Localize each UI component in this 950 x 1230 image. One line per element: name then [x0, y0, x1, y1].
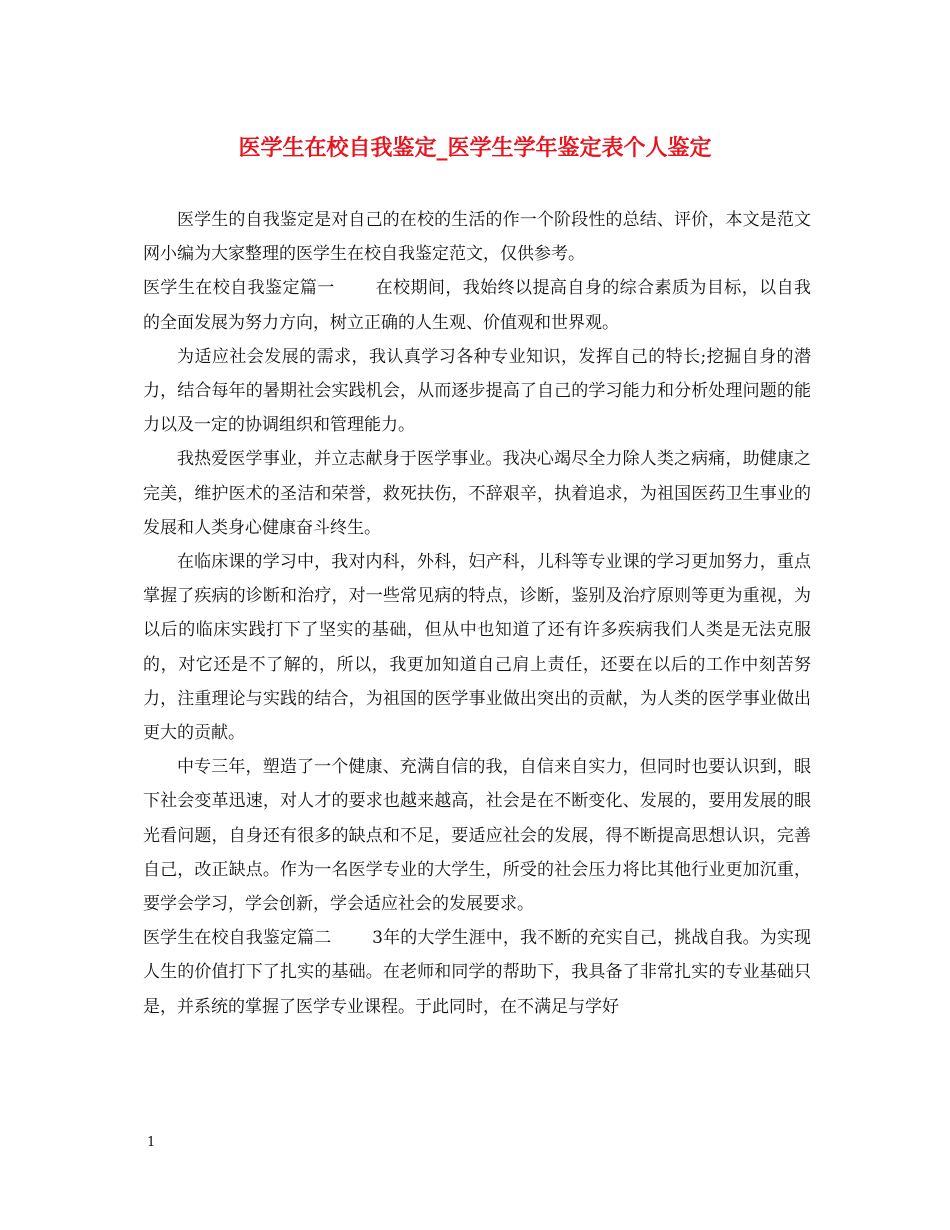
section-one-paragraph [143, 271, 811, 339]
intro-paragraph: 医学生的自我鉴定是对自己的在校的生活的作一个阶段性的总结、评价，本文是范文网小编为大家整理的医学生在校自我鉴定范文，仅供参考。 [143, 210, 811, 265]
body-paragraph-clinical-study: 在临床课的学习中，我对内科，外科，妇产科，儿科等专业课的学习更加努力，重点掌握了疾病的诊断和治疗，对一些常见病的特点，诊断，鉴别及治疗原则等更为重视，为以后的临床实践打下了坚实的基础，但从中也知道了还有许多疾病我们人类是无法克服的，对它还是不了解的，所以，我更加知道自己肩上责任，还要在以后的工作中刻苦努力，注重理论与实践的结合，为祖国的医学事业做出突出的贡献，为人类的医学事业做出更大的贡献。 [143, 552, 811, 744]
section-one-lead-text: 在校期间，我始终以提高自身的综合素质为目标，以自我的全面发展为努力方向，树立正确的人生观、价值观和世界观。 [143, 278, 812, 333]
document-body [143, 203, 811, 1024]
body-paragraph-medical-career: 我热爱医学事业，并立志献身于医学事业。我决心竭尽全力除人类之病痛，助健康之完美，维护医术的圣洁和荣誉，救死扶伤，不辞艰辛，执着追求，为祖国医药卫生事业的发展和人类身心健康奋斗终生。 [143, 449, 811, 538]
section-one-heading: 医学生在校自我鉴定篇一 [143, 278, 335, 299]
page-title: 医学生在校自我鉴定_医学生学年鉴定表个人鉴定 [238, 135, 712, 161]
section-two-heading: 医学生在校自我鉴定篇二 [143, 928, 332, 949]
page-number: 1 [147, 1135, 156, 1150]
body-paragraph-three-years: 中专三年，塑造了一个健康、充满自信的我，自信来自实力，但同时也要认识到，眼下社会变革迅速，对人才的要求也越来越高，社会是在不断变化、发展的，要用发展的眼光看问题，自身还有很多的缺点和不足，要适应社会的发展，得不断提高思想认识，完善自己，改正缺点。作为一名医学专业的大学生，所受的社会压力将比其他行业更加沉重，要学会学习，学会创新，学会适应社会的发展要求。 [143, 757, 811, 915]
section-two-lead-text: 3年的大学生涯中，我不断的充实自己，挑战自我。为实现人生的价值打下了扎实的基础。在老师和同学的帮助下，我具备了非常扎实的专业基础只是，并系统的掌握了医学专业课程。于此同时，在不满足与学好 [143, 928, 811, 1017]
body-paragraph-social-needs: 为适应社会发展的需求，我认真学习各种专业知识，发挥自己的特长;挖掘自身的潜力，结合每年的暑期社会实践机会，从而逐步提高了自己的学习能力和分析处理问题的能力以及一定的协调组织和管理能力。 [143, 346, 811, 436]
section-two-paragraph [143, 921, 811, 1024]
